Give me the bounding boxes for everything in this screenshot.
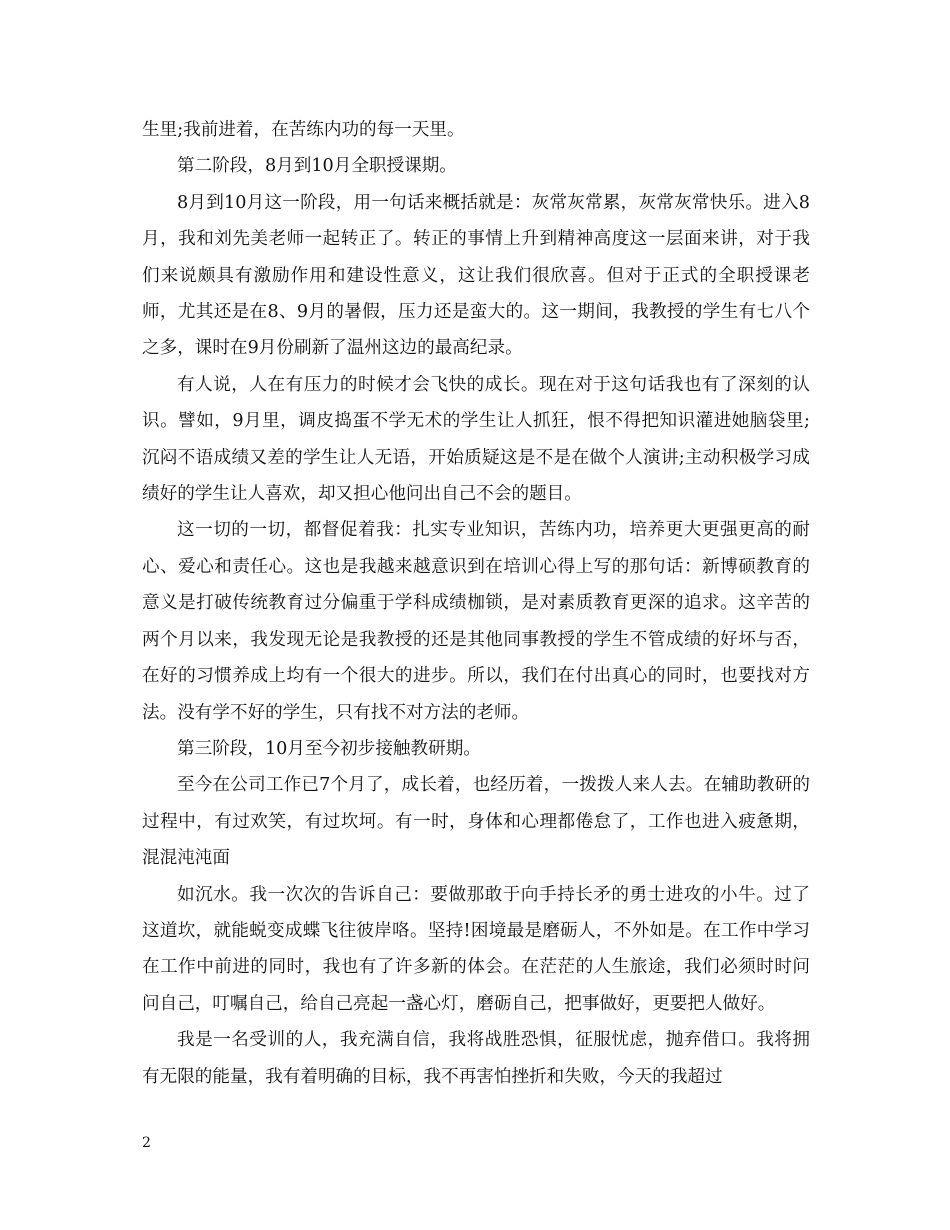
section-heading-stage-two: 第二阶段，8月到10月全职授课期。 [177, 156, 457, 177]
paragraph: 有人说，人在有压力的时候才会飞快的成长。现在对于这句话我也有了深刻的认识。譬如，9月里，调皮捣蛋不学无术的学生让人抓狂，恨不得把知识灌进她脑袋里;沉闷不语成绩又差的学生让人无语，开始质疑这是不是在做个人演讲;主动积极学习成绩好的学生让人喜欢，却又担心他问出自己不会的题目。 [142, 374, 810, 505]
paragraph: 8月到10月这一阶段，用一句话来概括就是：灰常灰常累，灰常灰常快乐。进入8月，我和刘先美老师一起转正了。转正的事情上升到精神高度这一层面来讲，对于我们来说颇具有激励作用和建设性意义，这让我们很欣喜。但对于正式的全职授课老师，尤其还是在8、9月的暑假，压力还是蛮大的。这一期间，我教授的学生有七八个之多，课时在9月份刷新了温州这边的最高纪录。 [142, 192, 810, 359]
page-number: 2 [142, 1135, 151, 1151]
paragraph: 这一切的一切，都督促着我：扎实专业知识，苦练内功，培养更大更强更高的耐心、爱心和责任心。这也是我越来越意识到在培训心得上写的那句话：新博硕教育的意义是打破传统教育过分偏重于学科成绩枷锁，是对素质教育更深的追求。这辛苦的两个月以来，我发现无论是我教授的还是其他同事教授的学生不管成绩的好坏与否，在好的习惯养成上均有一个很大的进步。所以，我们在付出真心的同时，也要找对方法。没有学不好的学生，只有找不对方法的老师。 [142, 520, 810, 723]
paragraph: 至今在公司工作已7个月了，成长着，也经历着，一拨拨人来人去。在辅助教研的过程中，有过欢笑，有过坎坷。有一时，身体和心理都倦怠了，工作也进入疲惫期，混混沌沌面 [142, 775, 810, 869]
paragraph: 如沉水。我一次次的告诉自己：要做那敢于向手持长矛的勇士进攻的小牛。过了这道坎，就能蜕变成蝶飞往彼岸咯。坚持!困境最是磨砺人，不外如是。在工作中学习在工作中前进的同时，我也有了许多新的体会。在茫茫的人生旅途，我们必须时时问问自己，叮嘱自己，给自己亮起一盏心灯，磨砺自己，把事做好，更要把人做好。 [142, 884, 810, 1014]
section-heading-stage-three: 第三阶段，10月至今初步接触教研期。 [177, 738, 481, 759]
document-body [142, 112, 810, 1095]
paragraph: 我是一名受训的人，我充满自信，我将战胜恐惧，征服忧虑，抛弃借口。我将拥有无限的能量，我有着明确的目标，我不再害怕挫折和失败，今天的我超过 [142, 1030, 810, 1087]
paragraph-continuation: 生里;我前进着，在苦练内功的每一天里。 [142, 120, 465, 140]
